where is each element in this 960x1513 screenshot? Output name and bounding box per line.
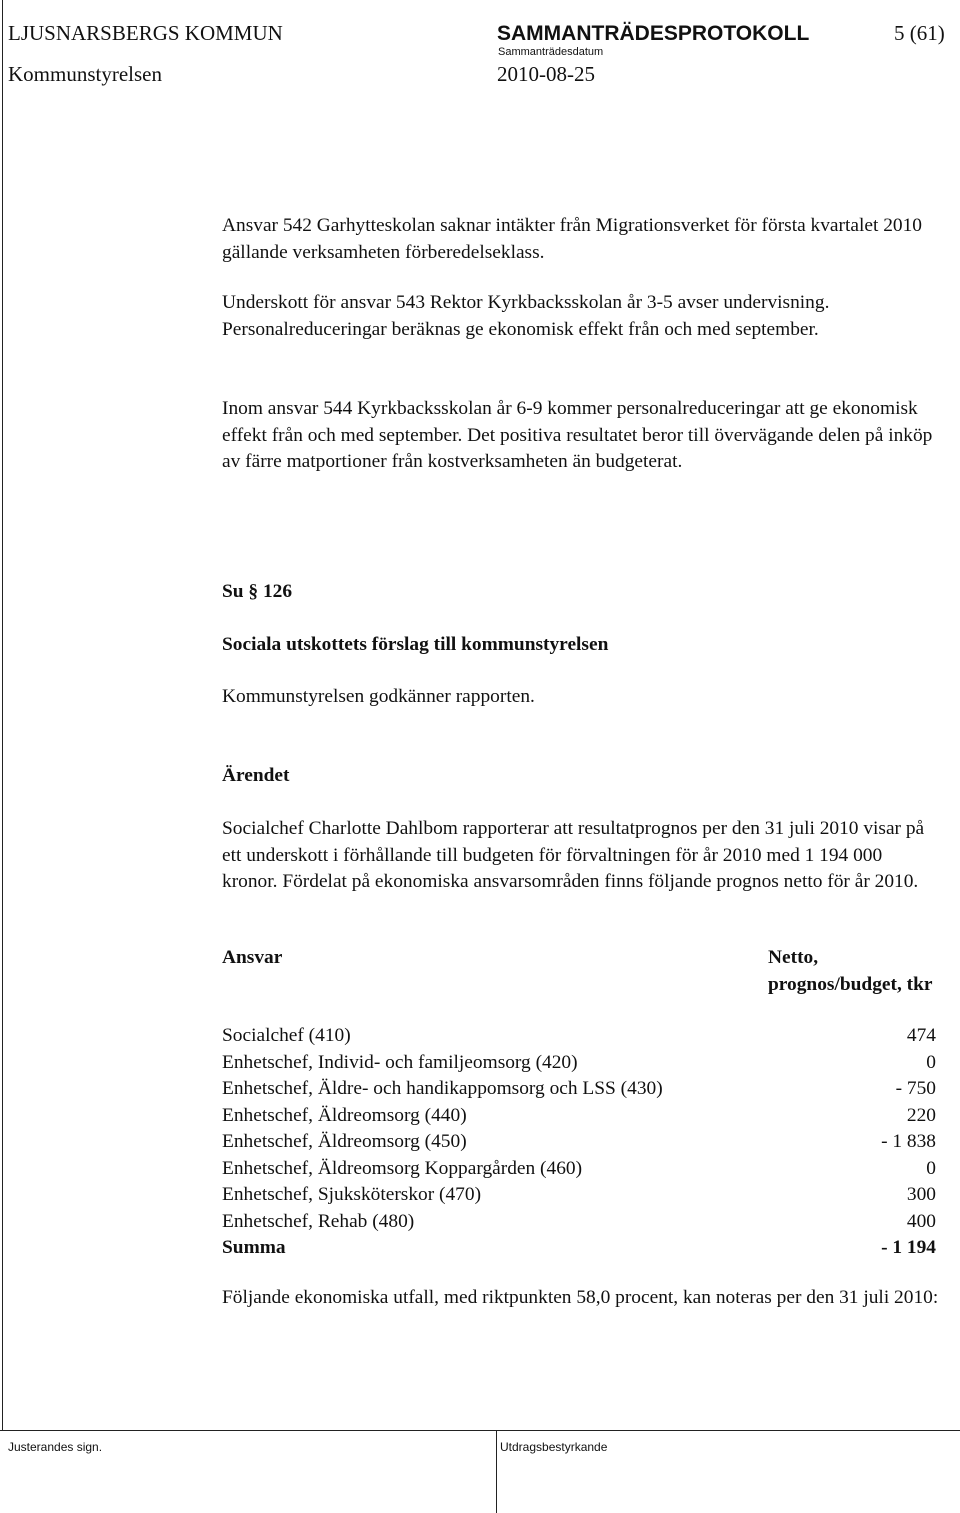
row-value: - 1 838 [881, 1131, 936, 1152]
row-label: Enhetschef, Individ- och familjeomsorg (420) [222, 1051, 578, 1073]
proposal-heading: Sociala utskottets förslag till kommunstyrelsen [222, 634, 609, 655]
row-label: Socialchef (410) [222, 1025, 351, 1046]
table-row [222, 1182, 936, 1209]
date-label: Sammanträdesdatum [498, 46, 604, 58]
decision-text: Kommunstyrelsen godkänner rapporten. [222, 686, 535, 707]
row-label: Enhetschef, Äldreomsorg Koppargården (460) [222, 1157, 583, 1179]
paragraph-outcome: Följande ekonomiska utfall, med riktpunkten 58,0 procent, kan noteras per den 31 juli 2010: [222, 1287, 939, 1308]
paragraph-rektor-kyrkbacksskolan: Underskott för ansvar 543 Rektor Kyrkbacksskolan år 3-5 avser undervisning. Personalreduceringar beräknas ge ekonomisk effekt från och med september. [222, 292, 830, 340]
table-row [222, 1156, 936, 1183]
paragraph-garhytteskolan: Ansvar 542 Garhytteskolan saknar intäkter från Migrationsverket för första kvartalet 2010 gällande verksamheten förberedelseklass. [222, 215, 922, 263]
footer-separator [496, 1430, 497, 1513]
row-label: Enhetschef, Sjuksköterskor (470) [222, 1184, 482, 1205]
paragraph-report: Socialchef Charlotte Dahlbom rapporterar att resultatprognos per den 31 juli 2010 visar på ett underskott i förhållande till budgeten för förvaltningen för år 2010 med 1 194 000 kronor. Fördelat på ekonomiska ansvarsområden finns följande prognos netto för år 2010. [222, 818, 925, 892]
table-sum-row [222, 1235, 936, 1262]
column-header-ansvar: Ansvar [222, 947, 283, 968]
section-number-heading: Su § 126 [222, 581, 293, 602]
table-row [222, 1076, 936, 1103]
left-margin-line [2, 0, 3, 1430]
table-row [222, 1023, 936, 1050]
row-value: - 750 [895, 1078, 936, 1099]
page-number: 5 (61) [894, 21, 945, 45]
organization-name: LJUSNARSBERGS KOMMUN [8, 21, 283, 45]
row-value: 0 [926, 1157, 936, 1179]
sum-label: Summa [222, 1237, 286, 1258]
row-value: 220 [906, 1104, 936, 1126]
paragraph-kyrkbacksskolan-6-9: Inom ansvar 544 Kyrkbacksskolan år 6-9 kommer personalreduceringar att ge ekonomisk effekt från och med september. Det positiva resultatet beror till övervägande delen på inköp av färre matportioner från kostverksamheten än budgeterat. [222, 398, 933, 472]
row-value: 474 [906, 1025, 936, 1046]
row-label: Enhetschef, Äldreomsorg (450) [222, 1131, 467, 1152]
committee-name: Kommunstyrelsen [8, 62, 162, 86]
row-value: 300 [906, 1184, 936, 1205]
row-label: Enhetschef, Rehab (480) [222, 1210, 415, 1232]
row-value: 0 [926, 1051, 936, 1073]
column-header-netto: Netto, prognos/budget, tkr [768, 947, 933, 995]
table-header [222, 945, 936, 1025]
sum-value: - 1 194 [881, 1237, 936, 1258]
table-row [222, 1209, 936, 1236]
signature-label: Justerandes sign. [8, 1440, 103, 1454]
footer-divider [0, 1430, 960, 1431]
row-label: Enhetschef, Äldre- och handikappomsorg och LSS (430) [222, 1078, 663, 1099]
table-row [222, 1103, 936, 1130]
table-row [222, 1050, 936, 1077]
table-row [222, 1129, 936, 1156]
meeting-date: 2010-08-25 [497, 62, 595, 86]
row-value: 400 [906, 1210, 936, 1232]
document-title: SAMMANTRÄDESPROTOKOLL [497, 22, 810, 45]
case-heading: Ärendet [222, 765, 290, 786]
budget-table [222, 1023, 936, 1262]
row-label: Enhetschef, Äldreomsorg (440) [222, 1104, 467, 1126]
certificate-label: Utdragsbestyrkande [500, 1440, 608, 1454]
